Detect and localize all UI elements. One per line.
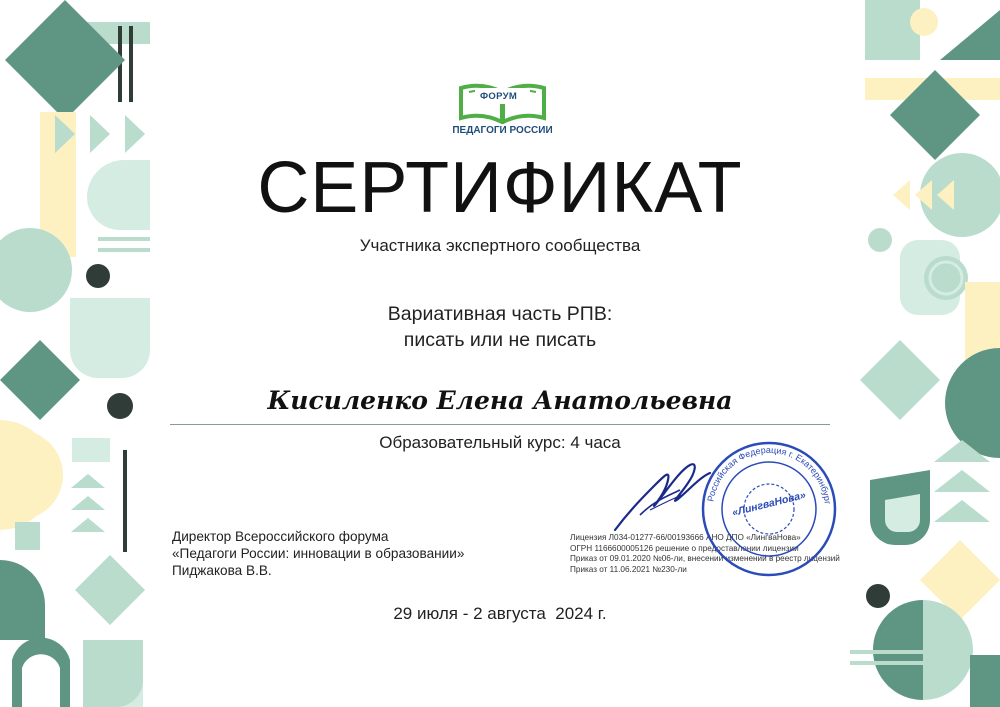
right-decorative-panel bbox=[840, 0, 1000, 707]
stamp-ring-text: Российская Федерация г. Екатеринбург bbox=[705, 444, 833, 505]
license-line: Приказ от 09.01.2020 №06-ли, внесении изменений в реестр лицензий bbox=[570, 554, 840, 563]
topic-line-2: писать или не писать bbox=[403, 329, 597, 351]
official-stamp bbox=[700, 440, 838, 578]
logo-forum-word: ФОРУМ bbox=[480, 91, 518, 102]
left-decorative-panel bbox=[0, 0, 160, 707]
topic-line-1: Вариативная часть РПВ: bbox=[387, 303, 613, 325]
stamp-center-text: «ЛингваНова» bbox=[730, 489, 808, 519]
director-name: Пиджакова В.В. bbox=[172, 563, 272, 578]
director-forum-name: «Педагоги России: инновации в образовании» bbox=[172, 546, 465, 561]
name-underline bbox=[170, 424, 830, 425]
director-block bbox=[172, 528, 464, 579]
license-line: ОГРН 1166600005126 решение о предоставлении лицензии bbox=[570, 543, 799, 553]
forum-logo bbox=[452, 82, 553, 140]
certificate-subtitle: Участника экспертного сообщества bbox=[359, 236, 641, 255]
license-line: Приказ от 11.06.2021 №230-ли bbox=[570, 564, 687, 574]
logo-caption: ПЕДАГОГИ РОССИИ bbox=[452, 125, 553, 136]
course-hours: Образовательный курс: 4 часа bbox=[379, 433, 621, 452]
topic bbox=[0, 301, 1000, 353]
certificate-title: СЕРТИФИКАТ bbox=[257, 148, 743, 228]
license-line: Лицензия Л034-01277-66/00193666 АНО ДПО «ЛингваНова» bbox=[570, 533, 801, 542]
event-dates: 29 июля - 2 августа 2024 г. bbox=[393, 604, 607, 623]
recipient-name: Кисиленко Елена Анатольевна bbox=[267, 386, 733, 415]
director-title: Директор Всероссийского форума bbox=[172, 529, 389, 544]
